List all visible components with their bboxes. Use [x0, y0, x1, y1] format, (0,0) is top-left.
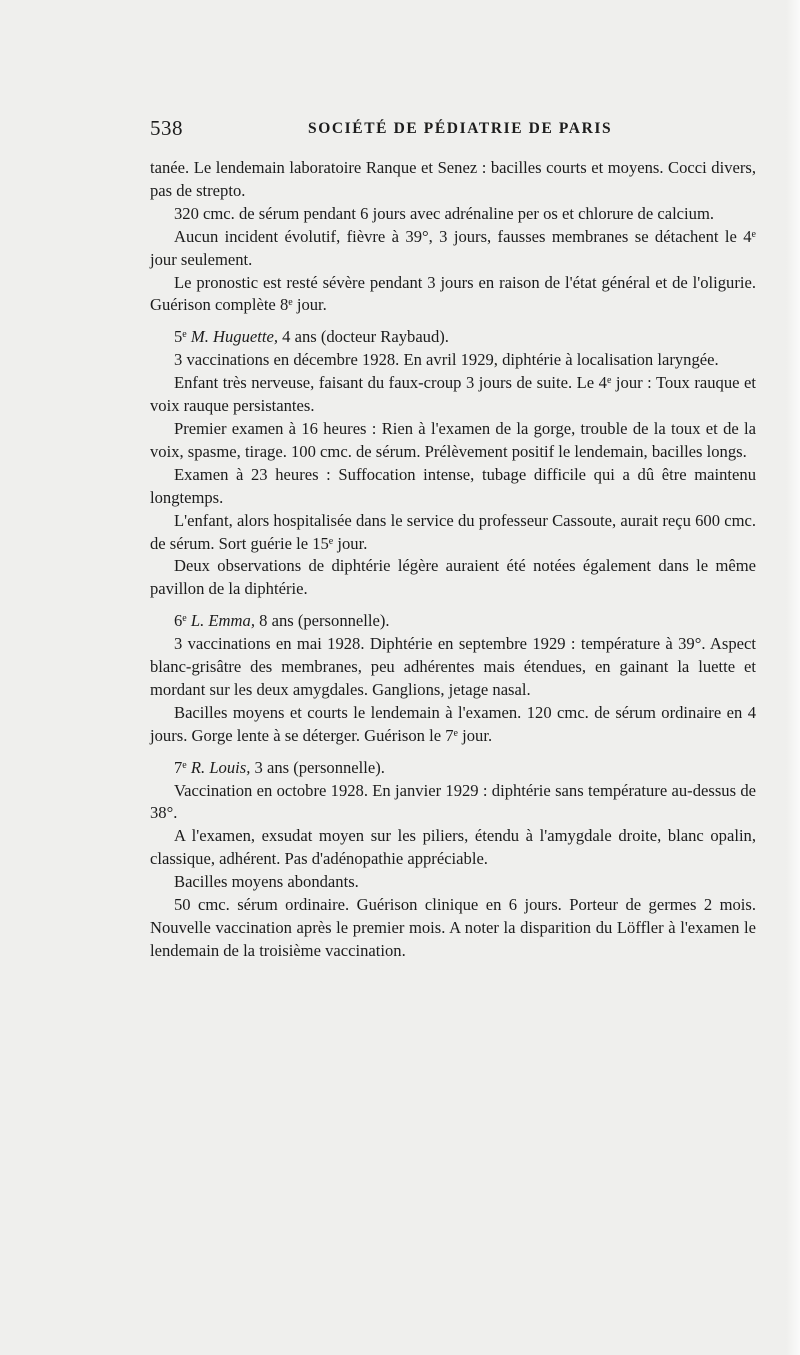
page-header: [150, 116, 756, 146]
paragraph: Le pronostic est resté sévère pendant 3 jours en raison de l'état général et de l'oligurie. Guérison complète 8e jour.: [150, 272, 756, 315]
paragraph: L'enfant, alors hospitalisée dans le service du professeur Cassoute, aurait reçu 600 cmc. de sérum. Sort guérie le 15e jour.: [150, 510, 756, 553]
paragraph: Bacilles moyens abondants.: [174, 872, 359, 892]
paragraph: Deux observations de diphtérie légère auraient été notées également dans le même pavillon de la diphtérie.: [150, 556, 756, 599]
paragraph: Examen à 23 heures : Suffocation intense, tubage difficile qui a dû être maintenu longtemps.: [150, 464, 756, 507]
case-heading: 5e M. Huguette, 4 ans (docteur Raybaud).: [174, 327, 449, 347]
running-title: SOCIÉTÉ DE PÉDIATRIE DE PARIS: [308, 120, 613, 137]
paragraph: Bacilles moyens et courts le lendemain à l'examen. 120 cmc. de sérum ordinaire en 4 jours. Gorge lente à se déterger. Guérison le 7e jour.: [150, 702, 756, 745]
paragraph: 3 vaccinations en décembre 1928. En avril 1929, diphtérie à localisation laryngée.: [174, 350, 719, 370]
paragraph: 320 cmc. de sérum pendant 6 jours avec adrénaline per os et chlorure de calcium.: [174, 203, 715, 223]
paragraph: 3 vaccinations en mai 1928. Diphtérie en septembre 1929 : température à 39°. Aspect blanc-grisâtre des membranes, peu adhérentes mais étendues, en gainant la luette et mordant sur les deux amygdales. Ganglions, jetage nasal.: [150, 634, 756, 699]
case-patient-name: M. Huguette,: [186, 327, 278, 347]
case-heading: 6e L. Emma, 8 ans (personnelle).: [174, 611, 390, 631]
case-patient-name: R. Louis,: [186, 757, 251, 777]
case-heading: 7e R. Louis, 3 ans (personnelle).: [174, 757, 385, 777]
case-patient-name: L. Emma,: [186, 611, 255, 631]
page-number: 538: [150, 116, 183, 140]
paragraph: Vaccination en octobre 1928. En janvier 1929 : diphtérie sans température au-dessus de 38°.: [150, 780, 756, 823]
paragraph: A l'examen, exsudat moyen sur les piliers, étendu à l'amygdale droite, blanc opalin, classique, adhérent. Pas d'adénopathie appréciable.: [150, 826, 756, 869]
paragraph: 50 cmc. sérum ordinaire. Guérison clinique en 6 jours. Porteur de germes 2 mois. Nouvelle vaccination après le premier mois. A noter la disparition du Löffler à l'examen le lendemain de la troisième vaccination.: [150, 895, 756, 960]
paragraph: tanée. Le lendemain laboratoire Ranque et Senez : bacilles courts et moyens. Cocci divers, pas de strepto.: [150, 158, 756, 200]
body-text: [150, 157, 756, 963]
paragraph: Premier examen à 16 heures : Rien à l'examen de la gorge, trouble de la toux et de la voix, spasme, tirage. 100 cmc. de sérum. Prélèvement positif le lendemain, bacilles longs.: [150, 418, 756, 461]
paragraph: Enfant très nerveuse, faisant du faux-croup 3 jours de suite. Le 4e jour : Toux rauque et voix rauque persistantes.: [150, 373, 756, 416]
page-edge: [786, 0, 800, 1355]
paragraph: Aucun incident évolutif, fièvre à 39°, 3 jours, fausses membranes se détachent le 4e jour seulement.: [150, 226, 756, 269]
